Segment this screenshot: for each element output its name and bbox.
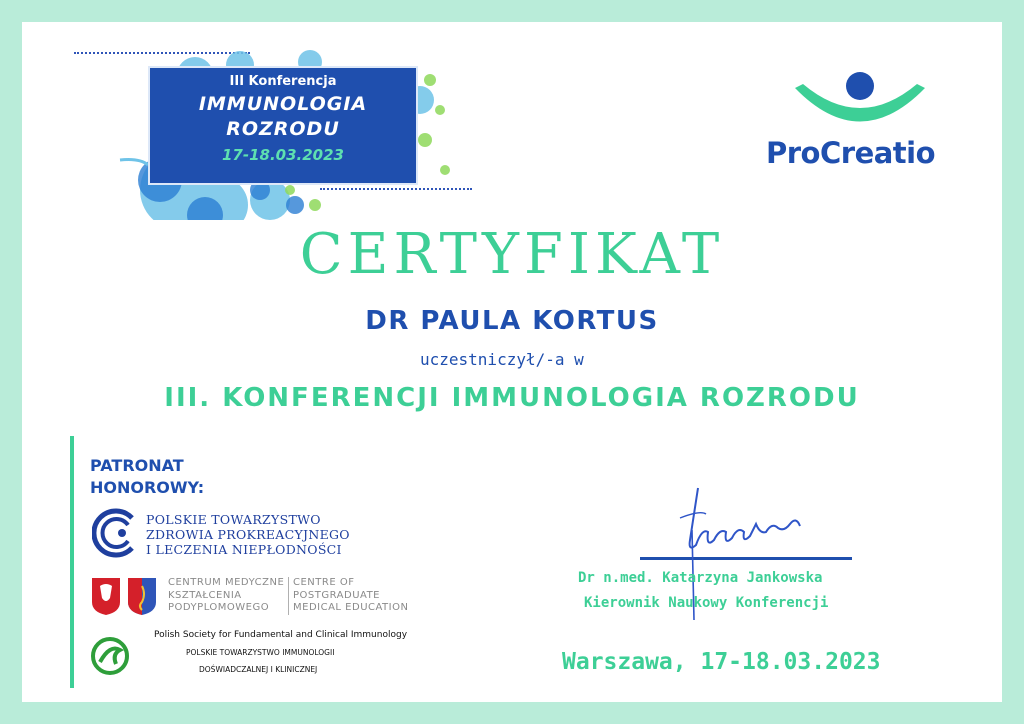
ptiz-name-en: Polish Society for Fundamental and Clinical Immunology bbox=[154, 630, 408, 640]
cmkp-en-line3: MEDICAL EDUCATION bbox=[293, 602, 409, 613]
event-name: III. KONFERENCJI IMMUNOLOGIA ROZRODU bbox=[164, 383, 860, 413]
signatory-name: Dr n.med. Katarzyna Jankowska bbox=[578, 570, 823, 586]
cmkp-en-line1: CENTRE OF bbox=[293, 577, 355, 588]
conference-name-line1: IMMUNOLOGIA bbox=[198, 93, 368, 115]
signatory-role: Kierownik Naukowy Konferencji bbox=[584, 595, 829, 611]
ptz-name-line1: POLSKIE TOWARZYSTWO bbox=[146, 512, 321, 527]
ptiz-name-pl-line2: DOŚWIADCZALNEJ I KLINICZNEJ bbox=[199, 665, 318, 674]
cmkp-pl-line1: CENTRUM MEDYCZNE bbox=[168, 577, 285, 588]
brand-name: ProCreatio bbox=[766, 136, 936, 170]
conference-name-line2: ROZRODU bbox=[226, 118, 340, 140]
ptiz-name-pl-line1: POLSKIE TOWARZYSTWO IMMUNOLOGII bbox=[186, 648, 335, 657]
ptz-name bbox=[146, 512, 350, 557]
participation-text: uczestniczył/-a w bbox=[420, 350, 584, 369]
cmkp-pl-line3: PODYPLOMOWEGO bbox=[168, 602, 270, 613]
cmkp-emblems-icon bbox=[90, 576, 160, 616]
conference-edition: III Konferencja bbox=[229, 74, 337, 89]
recipient-name: DR PAULA KORTUS bbox=[365, 306, 659, 336]
ptiz-logo-icon bbox=[90, 636, 130, 676]
patronage-divider bbox=[70, 436, 74, 688]
conference-dates: 17-18.03.2023 bbox=[222, 146, 344, 164]
cmkp-name-en bbox=[288, 577, 408, 615]
ptz-name-line2: ZDROWIA PROKREACYJNEGO bbox=[146, 527, 350, 542]
patronage-heading bbox=[90, 455, 204, 499]
patronage-heading-line1: PATRONAT bbox=[90, 456, 184, 475]
cmkp-name-pl bbox=[168, 577, 284, 615]
ptz-logo-icon bbox=[92, 508, 138, 558]
conference-badge bbox=[150, 68, 416, 183]
cmkp-en-line2: POSTGRADUATE bbox=[293, 589, 381, 601]
cmkp-pl-line2: KSZTAŁCENIA bbox=[168, 589, 242, 601]
certificate-title: CERTYFIKAT bbox=[299, 222, 725, 287]
ptz-name-line3: I LECZENIA NIEPŁODNOŚCI bbox=[146, 542, 342, 557]
patronage-heading-line2: HONOROWY: bbox=[90, 478, 205, 497]
place-and-date: Warszawa, 17-18.03.2023 bbox=[562, 649, 881, 675]
